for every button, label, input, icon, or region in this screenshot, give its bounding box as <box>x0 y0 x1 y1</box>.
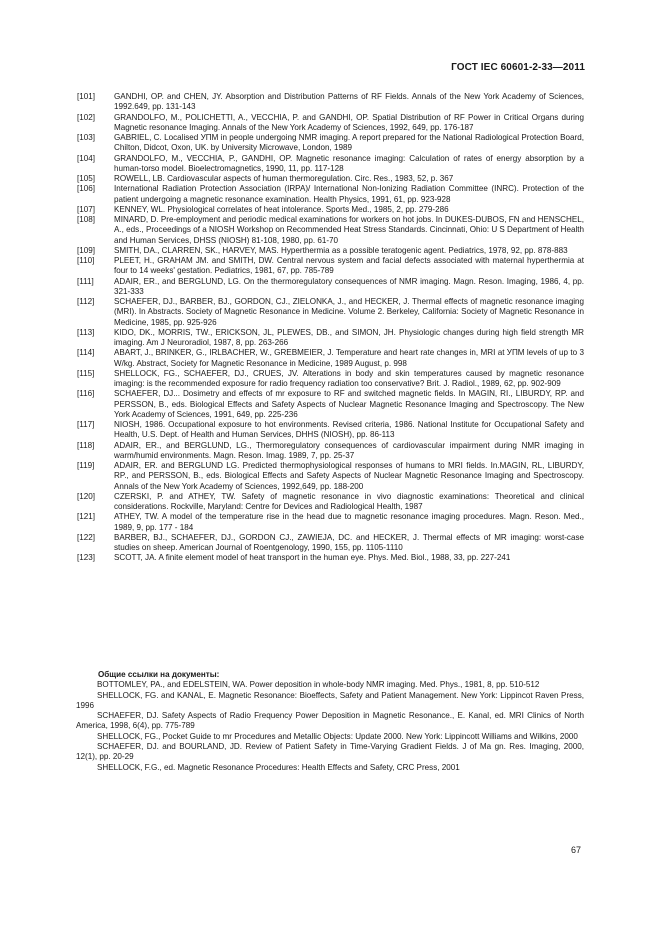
reference-item <box>77 461 584 492</box>
general-reference-items <box>77 680 584 773</box>
reference-number: [107] <box>77 204 96 214</box>
reference-number: [102] <box>77 112 96 122</box>
reference-text: ADAIR, ER., and BERGLUND, LG. On the thermoregulatory consequences of NMR imaging. Magn. Reson. Imaging, 1986, 4, pp. 321-333 <box>114 276 584 296</box>
reference-item <box>77 246 584 256</box>
reference-number: [116] <box>77 389 95 399</box>
reference-number: [119] <box>77 461 95 470</box>
reference-text: MINARD, D. Pre-employment and periodic medical examinations for workers on hot jobs. In DUKES-DUBOS, FN and HENSCHEL, A., eds., Proceedings of a NIOSH Workshop on Recommended Heat Stress Standards. Cincinnati, Ohio: U S Department of Health and Human Services, DHSS (NIOSH) 81-108, 1980, pp. 61-70 <box>114 215 584 245</box>
reference-text: ABART, J., BRINKER, G., IRLBACHER, W., GREBMEIER, J. Temperature and heart rate changes in, MRI at УПМ levels of up to 3 W/kg. Abstract, Society for Magnetic Resonance in Medicine, 1989 August, p. 998 <box>114 348 584 368</box>
reference-item <box>77 113 584 134</box>
reference-number: [122] <box>77 532 96 542</box>
reference-text: GRANDOLFO, M., VECCHIA, P., GANDHI, OP. Magnetic resonance imaging: Calculation of rates of energy absorption by a human-torso model. Bioelectromagnetics, 1990, 11, pp. 117-128 <box>114 153 584 173</box>
reference-number: [114] <box>77 348 95 358</box>
general-reference-item: SCHAEFER, DJ. Safety Aspects of Radio Frequency Power Deposition in Magnetic Resonance., E. Kanal, ed. MRI Clinics of North America, 1998, 6(4), pp. 775-789 <box>76 711 584 731</box>
reference-number: [105] <box>77 174 96 183</box>
reference-text: ADAIR, ER. and BERGLUND LG. Predicted thermophysiological responses of humans to MRI fields. In.MAGIN, RL, LIBURDY, RP., and PERSSON, B., eds. Biological Effects and Safety Aspects of Nuclear Magnetic Resonance Imaging and Spectroscopy. Annals of the New York Academy of Sciences, 1992,649, pp. 188-200 <box>114 461 584 491</box>
reference-text: SCHAEFER, DJ... Dosimetry and effects of mr exposure to RF and switched magnetic fields. In MAGIN, RI., LIBURDY, RP. and PERSSON, B., eds. Biological Effects and Safety Aspects of Nuclear Magnetic Resonance Imaging and Spectroscopy. The New York Academy of Sciences, 1991, 649, pp. 225-236 <box>114 389 584 419</box>
reference-item <box>77 553 584 563</box>
reference-text: SCHAEFER, DJ., BARBER, BJ., GORDON, CJ., ZIELONKA, J., and HECKER, J. Thermal effects of magnetic resonance imaging (MRI). In Abstracts. Society of Magnetic Resonance in Medicine. Volume 2. Berkeley, California: Society of Magnetic Resonance in Medicine, 1985, pp. 925-926 <box>114 297 584 327</box>
reference-number: [123] <box>77 553 96 563</box>
reference-text: ROWELL, LB. Cardiovascular aspects of human thermoregulation. Circ. Res., 1983, 52, p. 367 <box>114 174 454 183</box>
reference-number: [111] <box>77 276 94 286</box>
reference-text: ADAIR, ER., and BERGLUND, LG., Thermoregulatory consequences of cardiovascular impairment during NMR imaging in warm/humid environments. Magn. Reson. Imag. 1989, 7, pp. 25-37 <box>114 440 584 460</box>
reference-text: GANDHI, OP. and CHEN, JY. Absorption and Distribution Patterns of RF Fields. Annals of the New York Academy of Sciences, 1992.649, pp. 131-143 <box>114 92 584 112</box>
reference-item <box>77 512 584 533</box>
page-number: 67 <box>570 845 581 855</box>
general-reference-item: SHELLOCK, FG. and KANAL, E. Magnetic Resonance: Bioeffects, Safety and Patient Management. New York: Lippincot Raven Press, 1996 <box>76 690 584 710</box>
reference-item <box>77 215 584 246</box>
reference-item <box>77 441 584 462</box>
reference-text: NIOSH, 1986. Occupational exposure to hot environments. Revised criteria, 1986. National Institute for Occupational Safety and Health, U.S. Dept. of Health and Human Services, DHHS (NIOSH), pp. 86-113 <box>114 420 584 440</box>
reference-number: [113] <box>77 327 95 337</box>
reference-item <box>77 133 584 154</box>
reference-number: [120] <box>77 491 96 501</box>
reference-text: SMITH, DA., CLARREN, SK., HARVEY, MAS. Hyperthermia as a possible teratogenic agent. Pediatrics, 1978, 92, pp. 878-883 <box>114 245 568 255</box>
reference-text: SCOTT, JA. A finite element model of heat transport in the human eye. Phys. Med. Biol., 1988, 33, pp. 227-241 <box>114 553 511 563</box>
reference-text: KIDO, DK., MORRIS, TW., ERICKSON, JL, PLEWES, DB., and SIMON, JH. Physiologic changes during high field strength MR imaging. Am J Neuroradiol, 1987, 8, pp. 263-266 <box>114 327 584 347</box>
general-reference-item: SHELLOCK, F.G., ed. Magnetic Resonance Procedures: Health Effects and Safety, CRC Press, 2001 <box>97 762 460 772</box>
reference-item <box>77 348 584 369</box>
reference-item <box>77 389 584 420</box>
reference-item <box>77 184 584 205</box>
general-references <box>77 670 584 773</box>
general-references-title: Общие ссылки на документы: <box>98 670 220 679</box>
reference-text: PLEET, H., GRAHAM JM. and SMITH, DW. Central nervous system and facial defects associated with maternal hyperthermia at four to 14 weeks' gestation. Pediatrics, 1981, 67, pp. 785-789 <box>114 256 584 276</box>
general-reference-item: SCHAEFER, DJ. and BOURLAND, JD. Review of Patient Safety in Time-Varying Gradient Fields. J of Ma gn. Res. Imaging, 2000, 12(1), pp. 20-29 <box>76 742 584 762</box>
reference-text: SHELLOCK, FG., SCHAEFER, DJ., CRUES, JV. Alterations in body and skin temperatures caused by magnetic resonance imaging: is the recommended exposure for radio frequency radiation too conservative? Brit. J. Radiol., 1989, 62, pp. 902-909 <box>114 368 584 388</box>
reference-item <box>77 277 584 298</box>
reference-text: GABRIEL, C. Localised УПМ in people undergoing NMR imaging. A report prepared for the National Radiological Protection Board, Chilton, Didcot, Oxon, UK. by University Microwave, London, 1989 <box>114 133 584 153</box>
reference-item <box>77 297 584 328</box>
reference-text: CZERSKI, P. and ATHEY, TW. Safety of magnetic resonance in vivo diagnostic examinations: Theoretical and clinical considerations. Rockville, Maryland: Centre for Devices and Radiological Health, 1987 <box>114 491 584 511</box>
reference-item <box>77 492 584 513</box>
reference-item <box>77 154 584 175</box>
reference-item <box>77 328 584 349</box>
reference-number: [106] <box>77 184 96 194</box>
reference-number: [108] <box>77 215 96 224</box>
reference-number: [110] <box>77 256 95 265</box>
reference-item <box>77 533 584 554</box>
reference-number: [112] <box>77 297 95 306</box>
reference-number: [104] <box>77 153 96 163</box>
reference-item <box>77 205 584 215</box>
general-reference-item: SHELLOCK, FG., Pocket Guide to mr Procedures and Metallic Objects: Update 2000. New York: Lippincott Williams and Wilkins, 2000 <box>97 731 578 741</box>
reference-number: [117] <box>77 420 95 429</box>
reference-number: [101] <box>77 92 96 101</box>
reference-text: ATHEY, TW. A model of the temperature rise in the head due to magnetic resonance imaging procedures. Magn. Reson. Med., 1989, 9, pp. 177 - 184 <box>114 512 584 532</box>
reference-number: [115] <box>77 368 95 378</box>
reference-list <box>77 92 584 564</box>
reference-number: [109] <box>77 245 96 255</box>
reference-number: [121] <box>77 512 96 522</box>
reference-item <box>77 256 584 277</box>
reference-item <box>77 92 584 113</box>
reference-number: [103] <box>77 133 96 142</box>
general-reference-item: BOTTOMLEY, PA., and EDELSTEIN, WA. Power deposition in whole-body NMR imaging. Med. Phys., 1981, 8, pp. 510-512 <box>97 680 540 690</box>
reference-text: International Radiation Protection Association (IRPA)/ International Non-Ionizing Radiation Committee (INRC). Protection of the patient undergoing a magnetic resonance examination. Health Physics, 1991, 61, pp. 923-928 <box>114 184 584 204</box>
standard-header: ГОСТ IEC 60601-2-33—2011 <box>451 62 585 73</box>
reference-text: KENNEY, WL. Physiological correlates of heat intolerance. Sports Med., 1985, 2, pp. 279-286 <box>114 204 449 214</box>
reference-item <box>77 369 584 390</box>
reference-text: BARBER, BJ., SCHAEFER, DJ., GORDON CJ., ZAWIEJA, DC. and HECKER, J. Thermal effects of MR imaging: worst-case studies on sheep. American Journal of Roentgenology, 1990, 155, pp. 1105-1110 <box>114 532 584 552</box>
reference-number: [118] <box>77 440 95 450</box>
reference-item <box>77 174 584 184</box>
reference-item <box>77 420 584 441</box>
reference-text: GRANDOLFO, M., POLICHETTI, A., VECCHIA, P. and GANDHI, OP. Spatial Distribution of RF Power in Critical Organs during Magnetic resonance Imaging. Annals of the New York Academy of Sciences, 1992, 649, pp. 176-187 <box>114 112 584 132</box>
